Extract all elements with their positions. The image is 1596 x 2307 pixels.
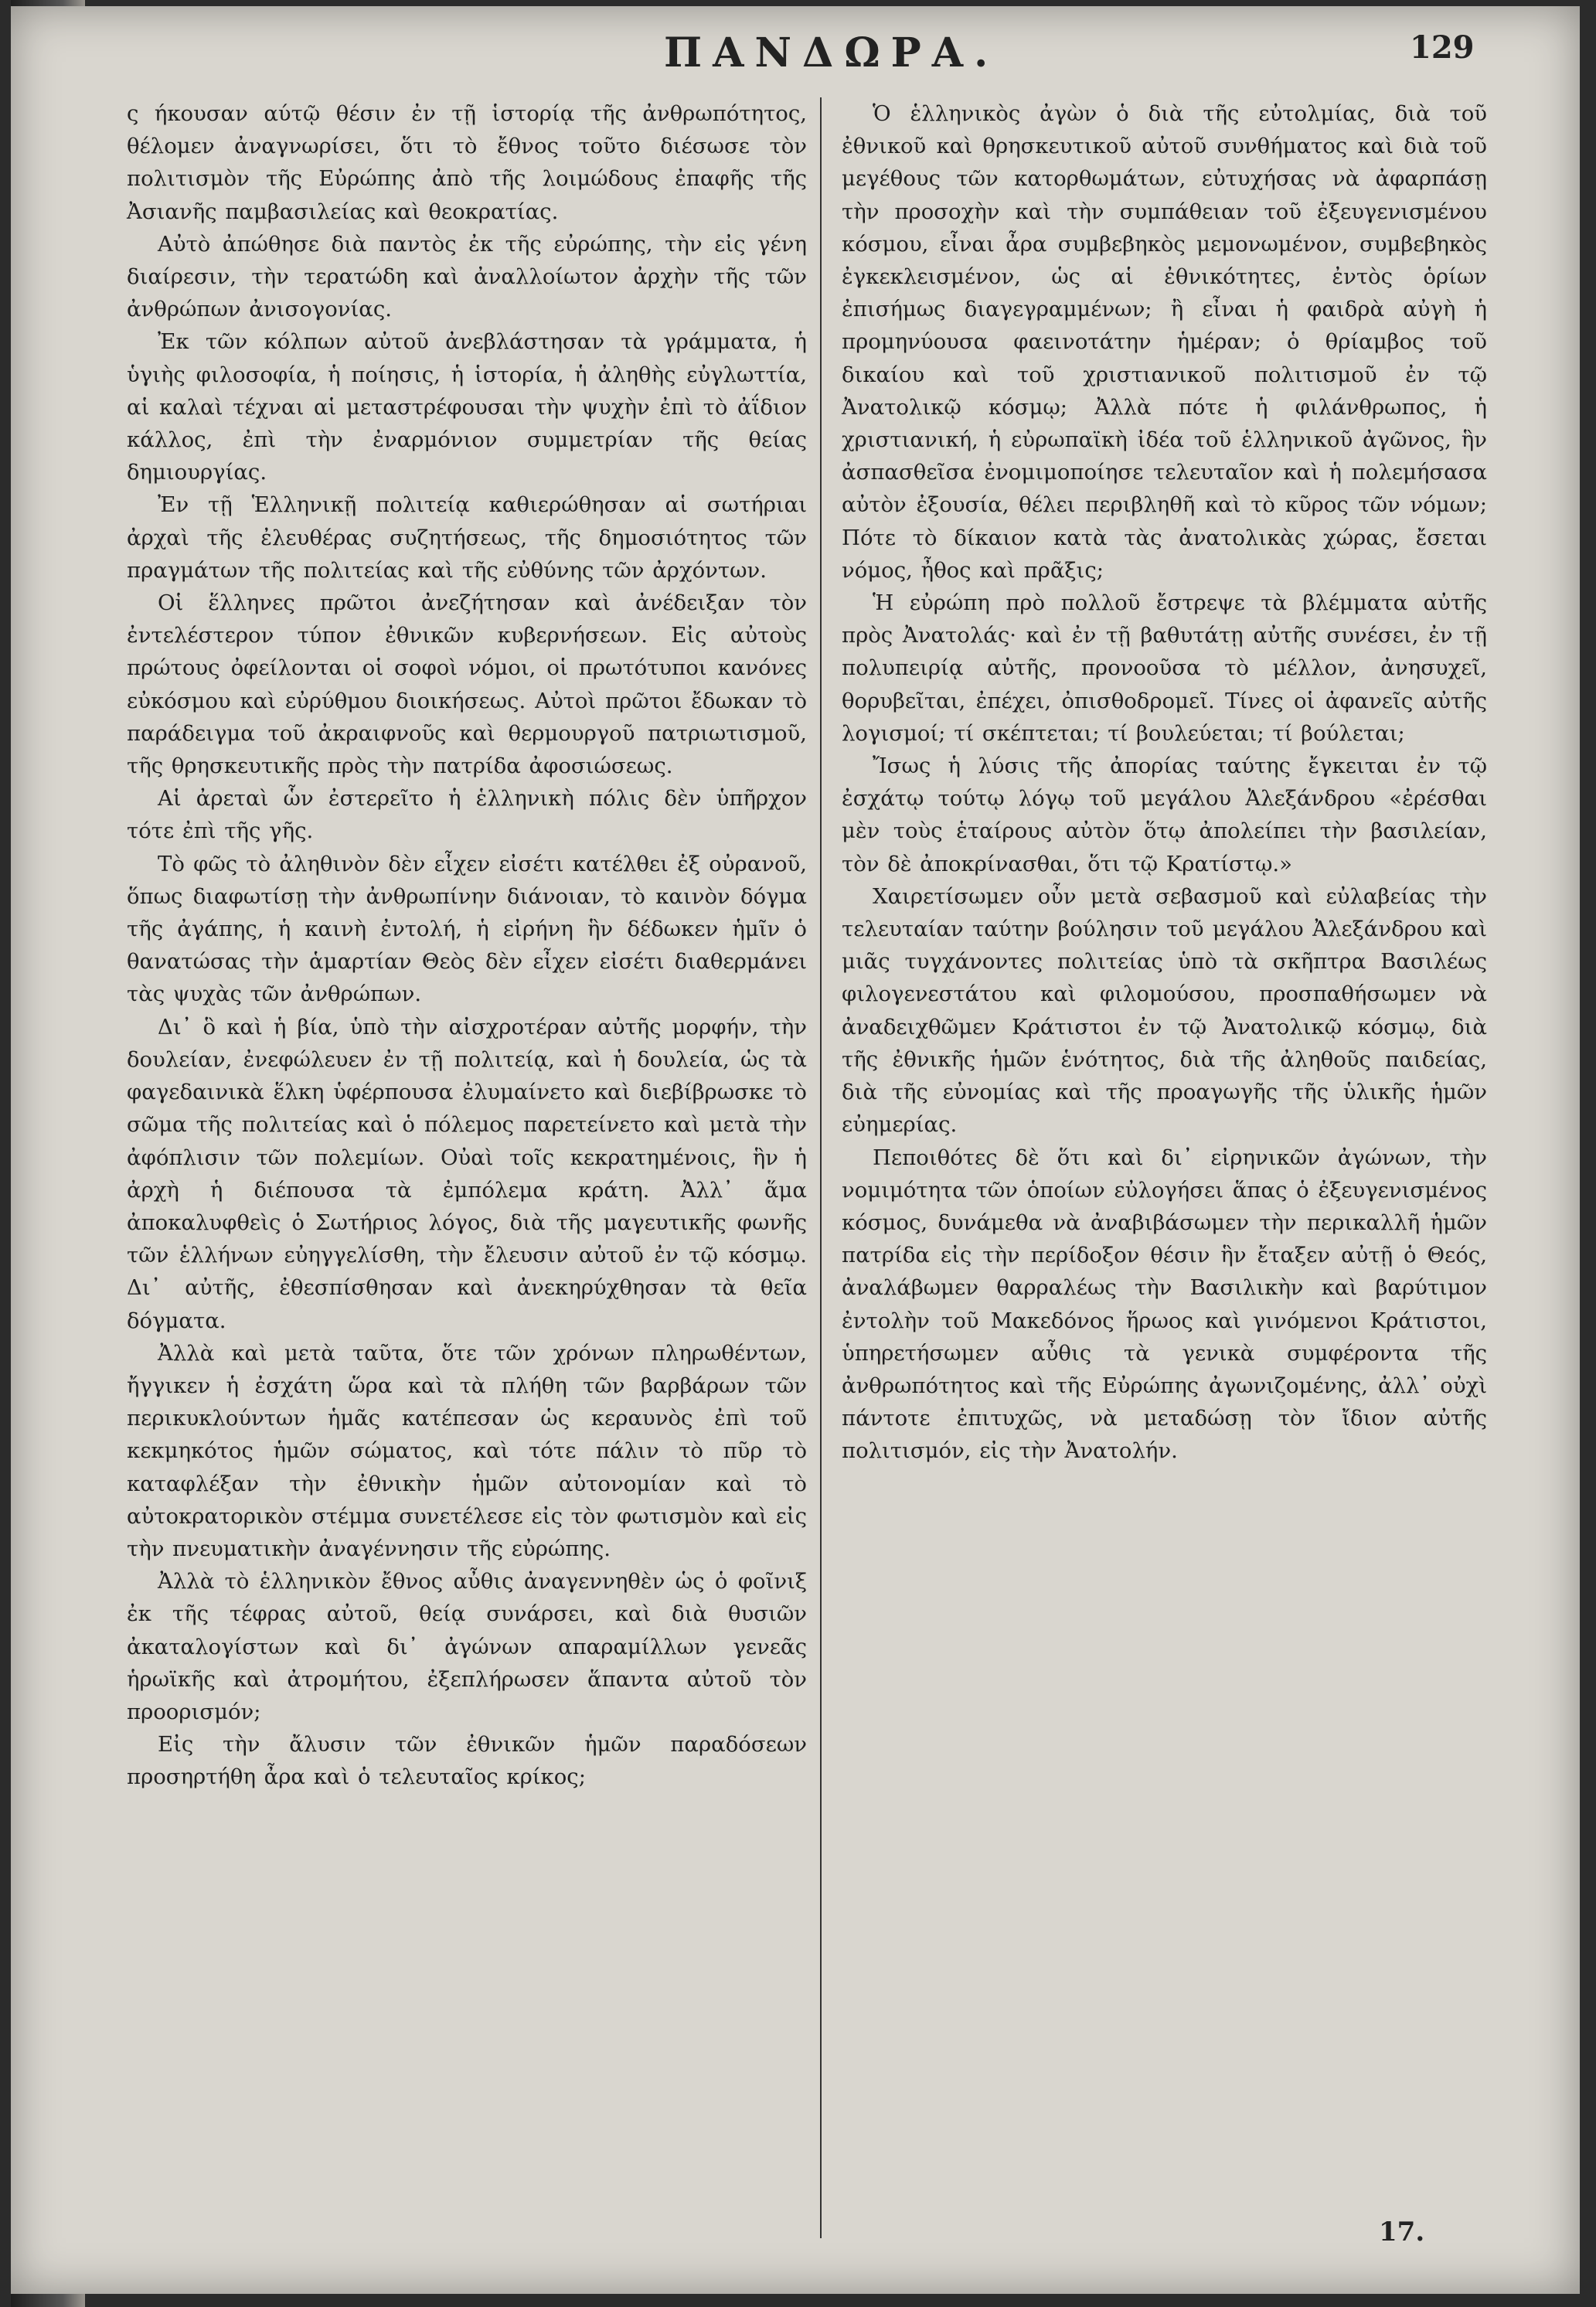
paragraph: Ἡ εὐρώπη πρὸ πολλοῦ ἔστρεψε τὰ βλέμματα αὐτῆς πρὸς Ἀνατολάς· καὶ ἐν τῇ βαθυτάτῃ αὐτῆς συνέσει, ἐν τῇ πολυπειρίᾳ αὐτῆς, προνοοῦσα τὸ μέλλον, ἀνησυχεῖ, θορυβεῖται, ἐπέχει, ὀπισθοδρομεῖ. Τίνες οἱ ἀφανεῖς αὐτῆς λογισμοί; τί σκέπτεται; τί βουλεύεται; τί βούλεται; — [842, 590, 1487, 746]
paragraph: Ἀλλὰ τὸ ἑλληνικὸν ἔθνος αὖθις ἀναγεννηθὲν ὡς ὁ φοῖνιξ ἐκ τῆς τέφρας αὐτοῦ, θείᾳ συνάρσει, καὶ διὰ θυσιῶν ἀκαταλογίστων καὶ δι᾽ ἀγώνων απαραμίλλων γενεᾶς ἡρωϊκῆς καὶ ἀτρομήτου, ἐξεπλήρωσεν ἅπαντα αὐτοῦ τὸν προορισμόν; — [127, 1569, 807, 1724]
page-number: 129 — [1410, 29, 1475, 66]
paragraph: Αἱ ἀρεταὶ ὧν ἐστερεῖτο ἡ ἑλληνικὴ πόλις δὲν ὑπῆρχον τότε ἐπὶ τῆς γῆς. — [127, 786, 807, 844]
paragraph: Ἐν τῇ Ἑλληνικῇ πολιτείᾳ καθιερώθησαν αἱ σωτήριαι ἀρχαὶ τῆς ἐλευθέρας συζητήσεως, τῆς δημοσιότητος τῶν πραγμάτων τῆς πολιτείας καὶ τῆς εὐθύνης τῶν ἀρχόντων. — [127, 492, 807, 583]
paragraph: Ἴσως ἡ λύσις τῆς ἀπορίας ταύτης ἔγκειται ἐν τῷ ἐσχάτῳ τούτῳ λόγῳ τοῦ μεγάλου Ἀλεξάνδρου «ἐρέσθαι μὲν τοὺς ἑταίρους αὐτὸν ὅτῳ ἀπολείπει τὴν βασιλείαν, τὸν δὲ ἀποκρίνασθαι, ὅτι τῷ Κρατίστῳ.» — [842, 754, 1487, 876]
signature-mark: 17. — [1379, 2217, 1425, 2247]
paragraph: Ἀλλὰ καὶ μετὰ ταῦτα, ὅτε τῶν χρόνων πληρωθέντων, ἤγγικεν ἡ ἐσχάτη ὥρα καὶ τὰ πλήθη τῶν βαρβάρων τῶν περικυκλούντων ἡμᾶς κατέπεσαν ὡς κεραυνὸς ἐπὶ τοῦ κεκμηκότος ἡμῶν σώματος, καὶ τότε πάλιν τὸ πῦρ τὸ καταφλέξαν τὴν ἐθνικὴν ἡμῶν αὐτονομίαν καὶ τὸ αὐτοκρατορικὸν στέμμα συνετέλεσε εἰς τὸν φωτισμὸν καὶ εἰς τὴν πνευματικὴν ἀναγέννησιν τῆς εὐρώπης. — [127, 1340, 807, 1561]
paragraph: Τὸ φῶς τὸ ἀληθινὸν δὲν εἶχεν εἰσέτι κατέλθει ἐξ οὐρανοῦ, ὅπως διαφωτίσῃ τὴν ἀνθρωπίνην διάνοιαν, τὸ καινὸν δόγμα τῆς ἀγάπης, ἡ καινὴ ἐντολή, ἡ εἰρήνη ἣν δέδωκεν ἡμῖν ὁ θανατώσας τὴν ἁμαρτίαν Θεὸς δὲν εἶχεν εἰσέτι διαθερμάνει τὰς ψυχὰς τῶν ἀνθρώπων. — [127, 851, 807, 1007]
paragraph: Ἐκ τῶν κόλπων αὐτοῦ ἀνεβλάστησαν τὰ γράμματα, ἡ ὑγιὴς φιλοσοφία, ἡ ποίησις, ἡ ἱστορία, ἡ ἀληθὴς εὐγλωττία, αἱ καλαὶ τέχναι αἱ μεταστρέφουσαι τὴν ψυχὴν ἐπὶ τὸ ἀΐδιον κάλλος, ἐπὶ τὴν ἐναρμόνιον συμμετρίαν τῆς θείας δημιουργίας. — [127, 329, 807, 485]
column-divider — [820, 97, 822, 2238]
page-title: ΠΑΝΔΩΡΑ. — [664, 29, 999, 77]
paragraph: Δι᾽ ὃ καὶ ἡ βία, ὑπὸ τὴν αἰσχροτέραν αὐτῆς μορφήν, τὴν δουλείαν, ἐνεφώλευεν ἐν τῇ πολιτείᾳ, καὶ ἡ δουλεία, ὡς τὰ φαγεδαινικὰ ἕλκη ὑφέρπουσα ἐλυμαίνετο καὶ διεβίβρωσκε τὸ σῶμα τῆς πολιτείας καὶ ὁ πόλεμος παρετείνετο καὶ μετὰ τὴν ἀφόπλισιν τῶν πολεμίων. Οὐαὶ τοῖς κεκρατημένοις, ἣν ἡ ἀρχὴ ἡ διέπουσα τὰ ἐμπόλεμα κράτη. Ἀλλ᾽ ἅμα ἀποκαλυφθεὶς ὁ Σωτήριος λόγος, διὰ τῆς μαγευτικῆς φωνῆς τῶν ἑλλήνων εὐηγγελίσθη, τὴν ἔλευσιν αὐτοῦ ἐν τῷ κόσμῳ. Δι᾽ αὐτῆς, ἐθεσπίσθησαν καὶ ἀνεκηρύχθησαν τὰ θεῖα δόγματα. — [127, 1014, 807, 1333]
paragraph: Εἰς τὴν ἄλυσιν τῶν ἐθνικῶν ἡμῶν παραδόσεων προσηρτήθη ἆρα καὶ ὁ τελευταῖος κρίκος; — [127, 1732, 807, 1790]
right-column — [842, 97, 1487, 1464]
left-column — [127, 97, 807, 2238]
paragraph: Πεποιθότες δὲ ὅτι καὶ δι᾽ εἰρηνικῶν ἀγώνων, τὴν νομιμότητα τῶν ὁποίων εὐλογήσει ἅπας ὁ ἐξευγενισμένος κόσμος, δυνάμεθα νὰ ἀναβιβάσωμεν τὴν περικαλλῆ ἡμῶν πατρίδα εἰς τὴν περίδοξον θέσιν ἣν ἔταξεν αὐτῇ ὁ Θεός, ἀναλάβωμεν θαρραλέως τὴν Βασιλικὴν καὶ βαρύτιμον ἐντολὴν τοῦ Μακεδόνος ἥρωος καὶ γινόμενοι Κράτιστοι, ὑπηρετήσωμεν αὖθις τὰ γενικὰ συμφέροντα τῆς ἀνθρωπότητος καὶ τῆς Εὐρώπης ἀγωνιζομένης, ἀλλ᾽ οὐχὶ πάντοτε ἐπιτυχῶς, νὰ μεταδώσῃ τὸν ἴδιον αὐτῆς πολιτισμόν, εἰς τὴν Ἀνατολήν. — [842, 1145, 1487, 1464]
paragraph: Ὁ ἑλληνικὸς ἀγὼν ὁ διὰ τῆς εὐτολμίας, διὰ τοῦ ἐθνικοῦ καὶ θρησκευτικοῦ αὐτοῦ συνθήματος καὶ διὰ τοῦ μεγέθους τῶν κατορθωμάτων, εὐτυχήσας νὰ ἀφαρπάσῃ τὴν προσοχὴν καὶ τὴν συμπάθειαν τοῦ ἐξευγενισμένου κόσμου, εἶναι ἆρα συμβεβηκὸς μεμονωμένον, συμβεβηκὸς ἐγκεκλεισμένον, ὡς αἱ ἐθνικότητες, ἐντὸς ὁρίων ἐπισήμως διαγεγραμμένων; ἢ εἶναι ἡ φαιδρὰ αὐγὴ ἡ προμηνύουσα φαεινοτάτην ἡμέραν; ὁ θρίαμβος τοῦ δικαίου καὶ τοῦ χριστιανικοῦ πολιτισμοῦ ἐν τῷ Ἀνατολικῷ κόσμῳ; Ἀλλὰ πότε ἡ φιλάνθρωπος, ἡ χριστιανική, ἡ εὐρωπαϊκὴ ἰδέα τοῦ ἑλληνικοῦ ἀγῶνος, ἣν ἀσπασθεῖσα ἐνομιμοποίησε τελευταῖον καὶ ἡ πολεμήσασα αὐτὸν ἐξουσία, θέλει περιβληθῆ καὶ τὸ κῦρος τῶν νόμων; Πότε τὸ δίκαιον κατὰ τὰς ἀνατολικὰς χώρας, ἔσεται νόμος, ἦθος καὶ πρᾶξις; — [842, 101, 1487, 583]
paragraph: Οἱ ἕλληνες πρῶτοι ἀνεζήτησαν καὶ ἀνέδειξαν τὸν ἐντελέστερον τύπον ἐθνικῶν κυβερνήσεων. Εἰς αὐτοὺς πρώτους ὀφείλονται οἱ σοφοὶ νόμοι, οἱ πρωτότυποι κανόνες εὐκόσμου καὶ εὐρύθμου διοικήσεως. Αὐτοὶ πρῶτοι ἔδωκαν τὸ παράδειγμα τοῦ ἀκραιφνοῦς καὶ θερμουργοῦ πατριωτισμοῦ, τῆς θρησκευτικῆς πρὸς τὴν πατρίδα ἀφοσιώσεως. — [127, 590, 807, 779]
paragraph: ς ήκουσαν αύτῷ θέσιν ἐν τῇ ἱστορίᾳ τῆς ἀνθρωπότητος, θέλομεν ἀναγνωρίσει, ὅτι τὸ ἔθνος τοῦτο διέσωσε τὸν πολιτισμὸν τῆς Εὐρώπης ἀπὸ τῆς λοιμώδους ἐπαφῆς τῆς Ἀσιανῆς παμβασιλείας καὶ θεοκρατίας. — [127, 101, 807, 224]
paragraph: Αὐτὸ ἀπώθησε διὰ παντὸς ἐκ τῆς εὐρώπης, τὴν εἰς γένη διαίρεσιν, τὴν τερατώδη καὶ ἀναλλοίωτον ἀρχὴν τῆς τῶν ἀνθρώπων ἀνισογονίας. — [127, 231, 807, 322]
page — [11, 6, 1580, 2294]
paragraph: Χαιρετίσωμεν οὖν μετὰ σεβασμοῦ καὶ εὐλαβείας τὴν τελευταίαν ταύτην βούλησιν τοῦ μεγάλου Ἀλεξάνδρου καὶ μιᾶς τυγχάνοντες πολιτείας ὑπὸ τὰ σκῆπτρα Βασιλέως φιλογενεστάτου καὶ φιλομούσου, προσπαθήσωμεν νὰ ἀναδειχθῶμεν Κράτιστοι ἐν τῷ Ἀνατολικῷ κόσμῳ, διὰ τῆς ἐθνικῆς ἡμῶν ἑνότητος, διὰ τῆς ἀληθοῦς παιδείας, διὰ τῆς εὐνομίας καὶ τῆς προαγωγῆς τῆς ὑλικῆς ἡμῶν εὐημερίας. — [842, 883, 1487, 1138]
